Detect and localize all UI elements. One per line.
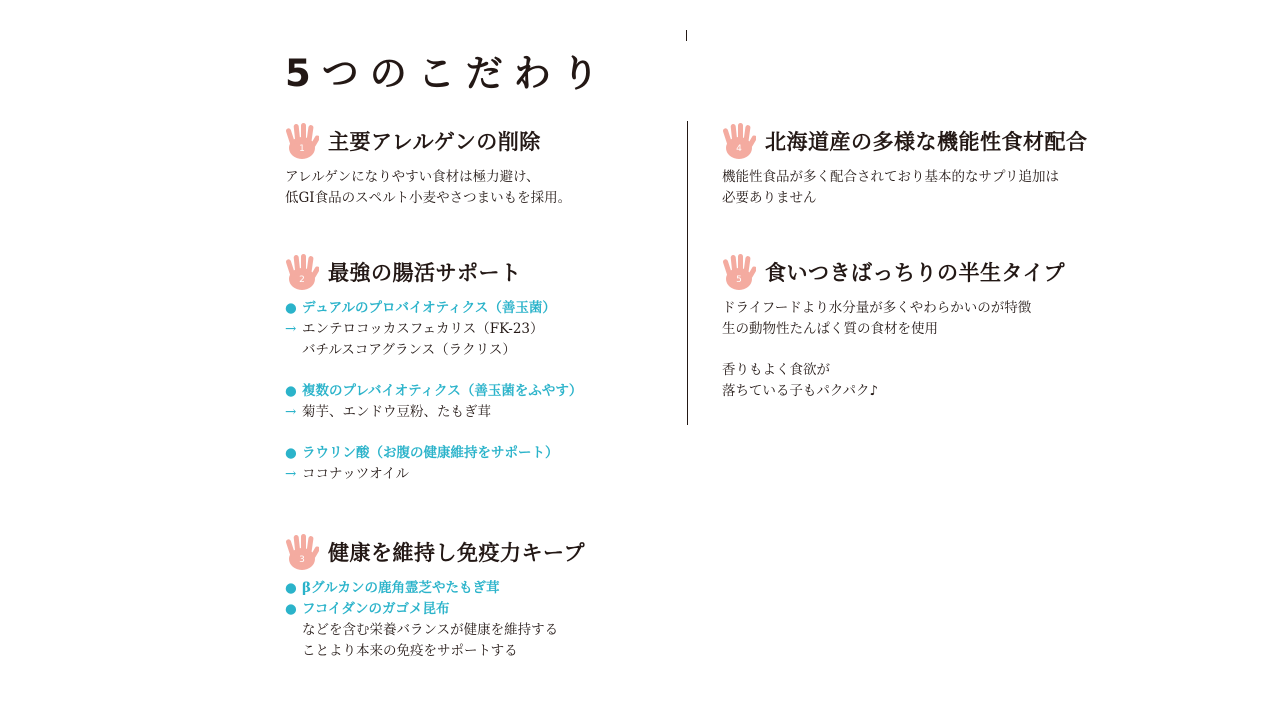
bullet-dot-icon: ● [285,383,297,399]
arrow-right-icon: → [285,466,297,482]
section-2-header [285,252,582,292]
section-2-title: 最強の腸活サポート [328,260,522,285]
section-5-header [722,252,1065,292]
detail-text: エンテロコッカスフェカリス（FK-23） [302,321,544,337]
section-3-number: 3 [299,555,305,565]
detail-line [285,319,582,340]
bullet-line [285,443,582,464]
detail-line [285,402,582,423]
column-divider [687,121,688,425]
bullet-dot-icon: ● [285,601,297,617]
body-line: 必要ありません [722,190,817,206]
body-line: などを含む栄養バランスが健康を維持する [302,622,559,638]
section-3-title: 健康を維持し免疫力キープ [328,540,585,565]
body-line: ドライフードより水分量が多くやわらかいのが特徴 [722,300,1032,316]
section-2-body [285,298,582,485]
bullet-dot-icon: ● [285,300,297,316]
bullet-text: ラウリン酸（お腹の健康維持をサポート） [302,445,559,461]
bullet-line [285,381,582,402]
section-1-header [285,121,571,161]
section-3-header [285,532,585,572]
section-4-title: 北海道産の多様な機能性食材配合 [765,129,1088,154]
bullet-text: βグルカンの鹿角霊芝やたもぎ茸 [302,580,500,596]
section-5-title: 食いつきばっちりの半生タイプ [765,260,1065,285]
section-1-body [285,167,571,209]
detail-text: ココナッツオイル [302,466,410,482]
bullet-text: デュアルのプロバイオティクス（善玉菌） [302,300,556,316]
section-2-number: 2 [299,275,305,285]
detail-line [285,464,582,485]
arrow-right-icon: → [285,404,297,420]
bullet-line [285,298,582,319]
section-2 [285,252,582,485]
bullet-line [285,578,585,599]
section-1-number: 1 [299,144,305,154]
body-line: 生の動物性たんぱく質の食材を使用 [722,321,938,337]
body-line: 機能性食品が多く配合されており基本的なサプリ追加は [722,169,1059,185]
body-line: 香りもよく食欲が [722,362,830,378]
bullet-text: 複数のプレバイオティクス（善玉菌をふやす） [302,383,583,399]
detail-line: バチルスコアグランス（ラクリス） [302,342,516,358]
body-line: ことより本来の免疫をサポートする [302,643,518,659]
page-title: 5つのこだわり [285,52,610,95]
hand-icon [285,122,319,160]
body-line: 低GI食品のスペルト小麦やさつまいもを採用。 [285,190,572,206]
section-4-header [722,121,1088,161]
section-3-body [285,578,585,662]
body-line: 落ちている子もパクパク♪ [722,383,879,399]
arrow-right-icon: → [285,321,297,337]
hand-icon [722,253,756,291]
hand-icon [285,253,319,291]
section-4 [722,121,1088,209]
section-4-body [722,167,1088,209]
section-3 [285,532,585,662]
section-5-number: 5 [736,275,742,285]
bullet-text: フコイダンのガゴメ昆布 [302,601,450,617]
bullet-dot-icon: ● [285,445,297,461]
section-5-body [722,298,1065,402]
body-line: アレルゲンになりやすい食材は極力避け、 [285,169,540,185]
section-1-title: 主要アレルゲンの削除 [328,129,541,154]
section-4-number: 4 [736,144,742,154]
top-divider-tick [686,30,687,41]
section-5 [722,252,1065,402]
hand-icon [722,122,756,160]
bullet-dot-icon: ● [285,580,297,596]
bullet-line [285,599,585,620]
section-1 [285,121,571,209]
hand-icon [285,533,319,571]
detail-text: 菊芋、エンドウ豆粉、たもぎ茸 [302,404,491,420]
